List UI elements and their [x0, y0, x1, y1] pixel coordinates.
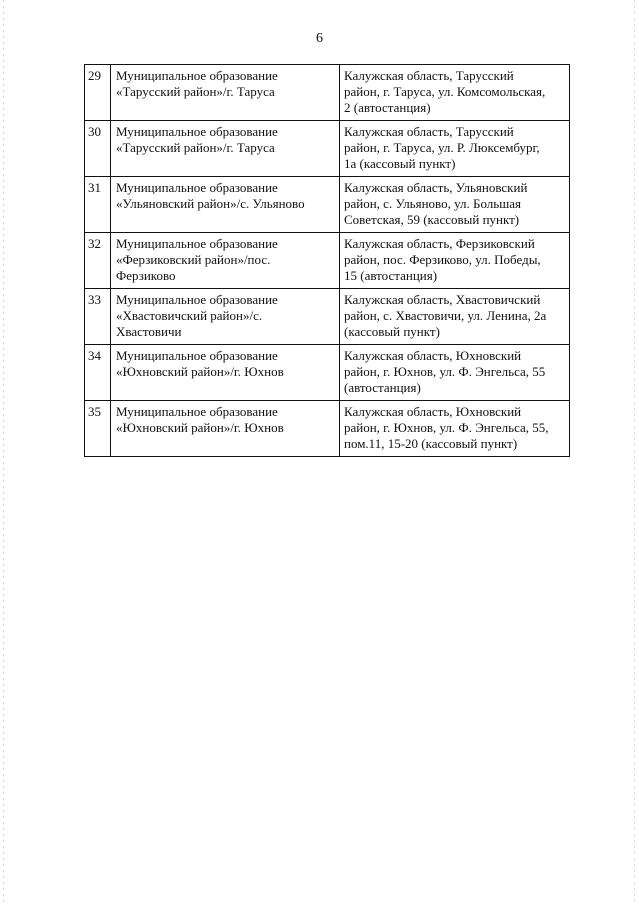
row-number: [85, 121, 111, 177]
scan-edge-right: [634, 0, 635, 904]
address-text: Калужская область, Ферзиковский район, пос. Ферзиково, ул. Победы, 15 (автостанция): [344, 236, 541, 283]
municipality-cell: [111, 289, 340, 345]
row-number: [85, 345, 111, 401]
table-row: [85, 233, 570, 289]
table-row: [85, 401, 570, 457]
address-text: Калужская область, Юхновский район, г. Юхнов, ул. Ф. Энгельса, 55 (автостанция): [344, 348, 546, 395]
municipality-text: Муниципальное образование «Тарусский район»/г. Таруса: [116, 68, 278, 99]
row-number-text: 30: [88, 124, 101, 139]
municipality-cell: [111, 233, 340, 289]
address-text: Калужская область, Хвастовичский район, с. Хвастовичи, ул. Ленина, 2а (кассовый пункт): [344, 292, 547, 339]
municipality-cell: [111, 401, 340, 457]
address-cell: [340, 177, 570, 233]
address-text: Калужская область, Юхновский район, г. Юхнов, ул. Ф. Энгельса, 55, пом.11, 15-20 (кассовый пункт): [344, 404, 549, 451]
municipality-text: Муниципальное образование «Хвастовичский район»/с. Хвастовичи: [116, 292, 278, 339]
municipality-cell: [111, 345, 340, 401]
address-cell: [340, 289, 570, 345]
row-number: [85, 289, 111, 345]
page-number: 6: [316, 31, 323, 46]
municipality-text: Муниципальное образование «Ферзиковский район»/пос. Ферзиково: [116, 236, 278, 283]
locations-table: [84, 64, 570, 457]
municipality-text: Муниципальное образование «Юхновский район»/г. Юхнов: [116, 348, 284, 379]
address-text: Калужская область, Тарусский район, г. Таруса, ул. Комсомольская, 2 (автостанция): [344, 68, 546, 115]
table-row: [85, 345, 570, 401]
table-row: [85, 289, 570, 345]
row-number-text: 29: [88, 68, 101, 83]
row-number-text: 34: [88, 348, 101, 363]
row-number-text: 33: [88, 292, 101, 307]
address-cell: [340, 233, 570, 289]
address-cell: [340, 401, 570, 457]
municipality-text: Муниципальное образование «Юхновский район»/г. Юхнов: [116, 404, 284, 435]
municipality-cell: [111, 65, 340, 121]
row-number: [85, 401, 111, 457]
row-number-text: 32: [88, 236, 101, 251]
address-cell: [340, 345, 570, 401]
municipality-text: Муниципальное образование «Тарусский район»/г. Таруса: [116, 124, 278, 155]
row-number-text: 35: [88, 404, 101, 419]
address-cell: [340, 65, 570, 121]
scan-edge-left: [3, 0, 4, 904]
municipality-cell: [111, 121, 340, 177]
address-text: Калужская область, Ульяновский район, с. Ульяново, ул. Большая Советская, 59 (кассовый пункт): [344, 180, 528, 227]
row-number: [85, 233, 111, 289]
row-number-text: 31: [88, 180, 101, 195]
table-row: [85, 65, 570, 121]
row-number: [85, 65, 111, 121]
address-text: Калужская область, Тарусский район, г. Таруса, ул. Р. Люксембург, 1а (кассовый пункт): [344, 124, 540, 171]
table-row: [85, 177, 570, 233]
table-row: [85, 121, 570, 177]
row-number: [85, 177, 111, 233]
address-cell: [340, 121, 570, 177]
municipality-cell: [111, 177, 340, 233]
municipality-text: Муниципальное образование «Ульяновский район»/с. Ульяново: [116, 180, 305, 211]
